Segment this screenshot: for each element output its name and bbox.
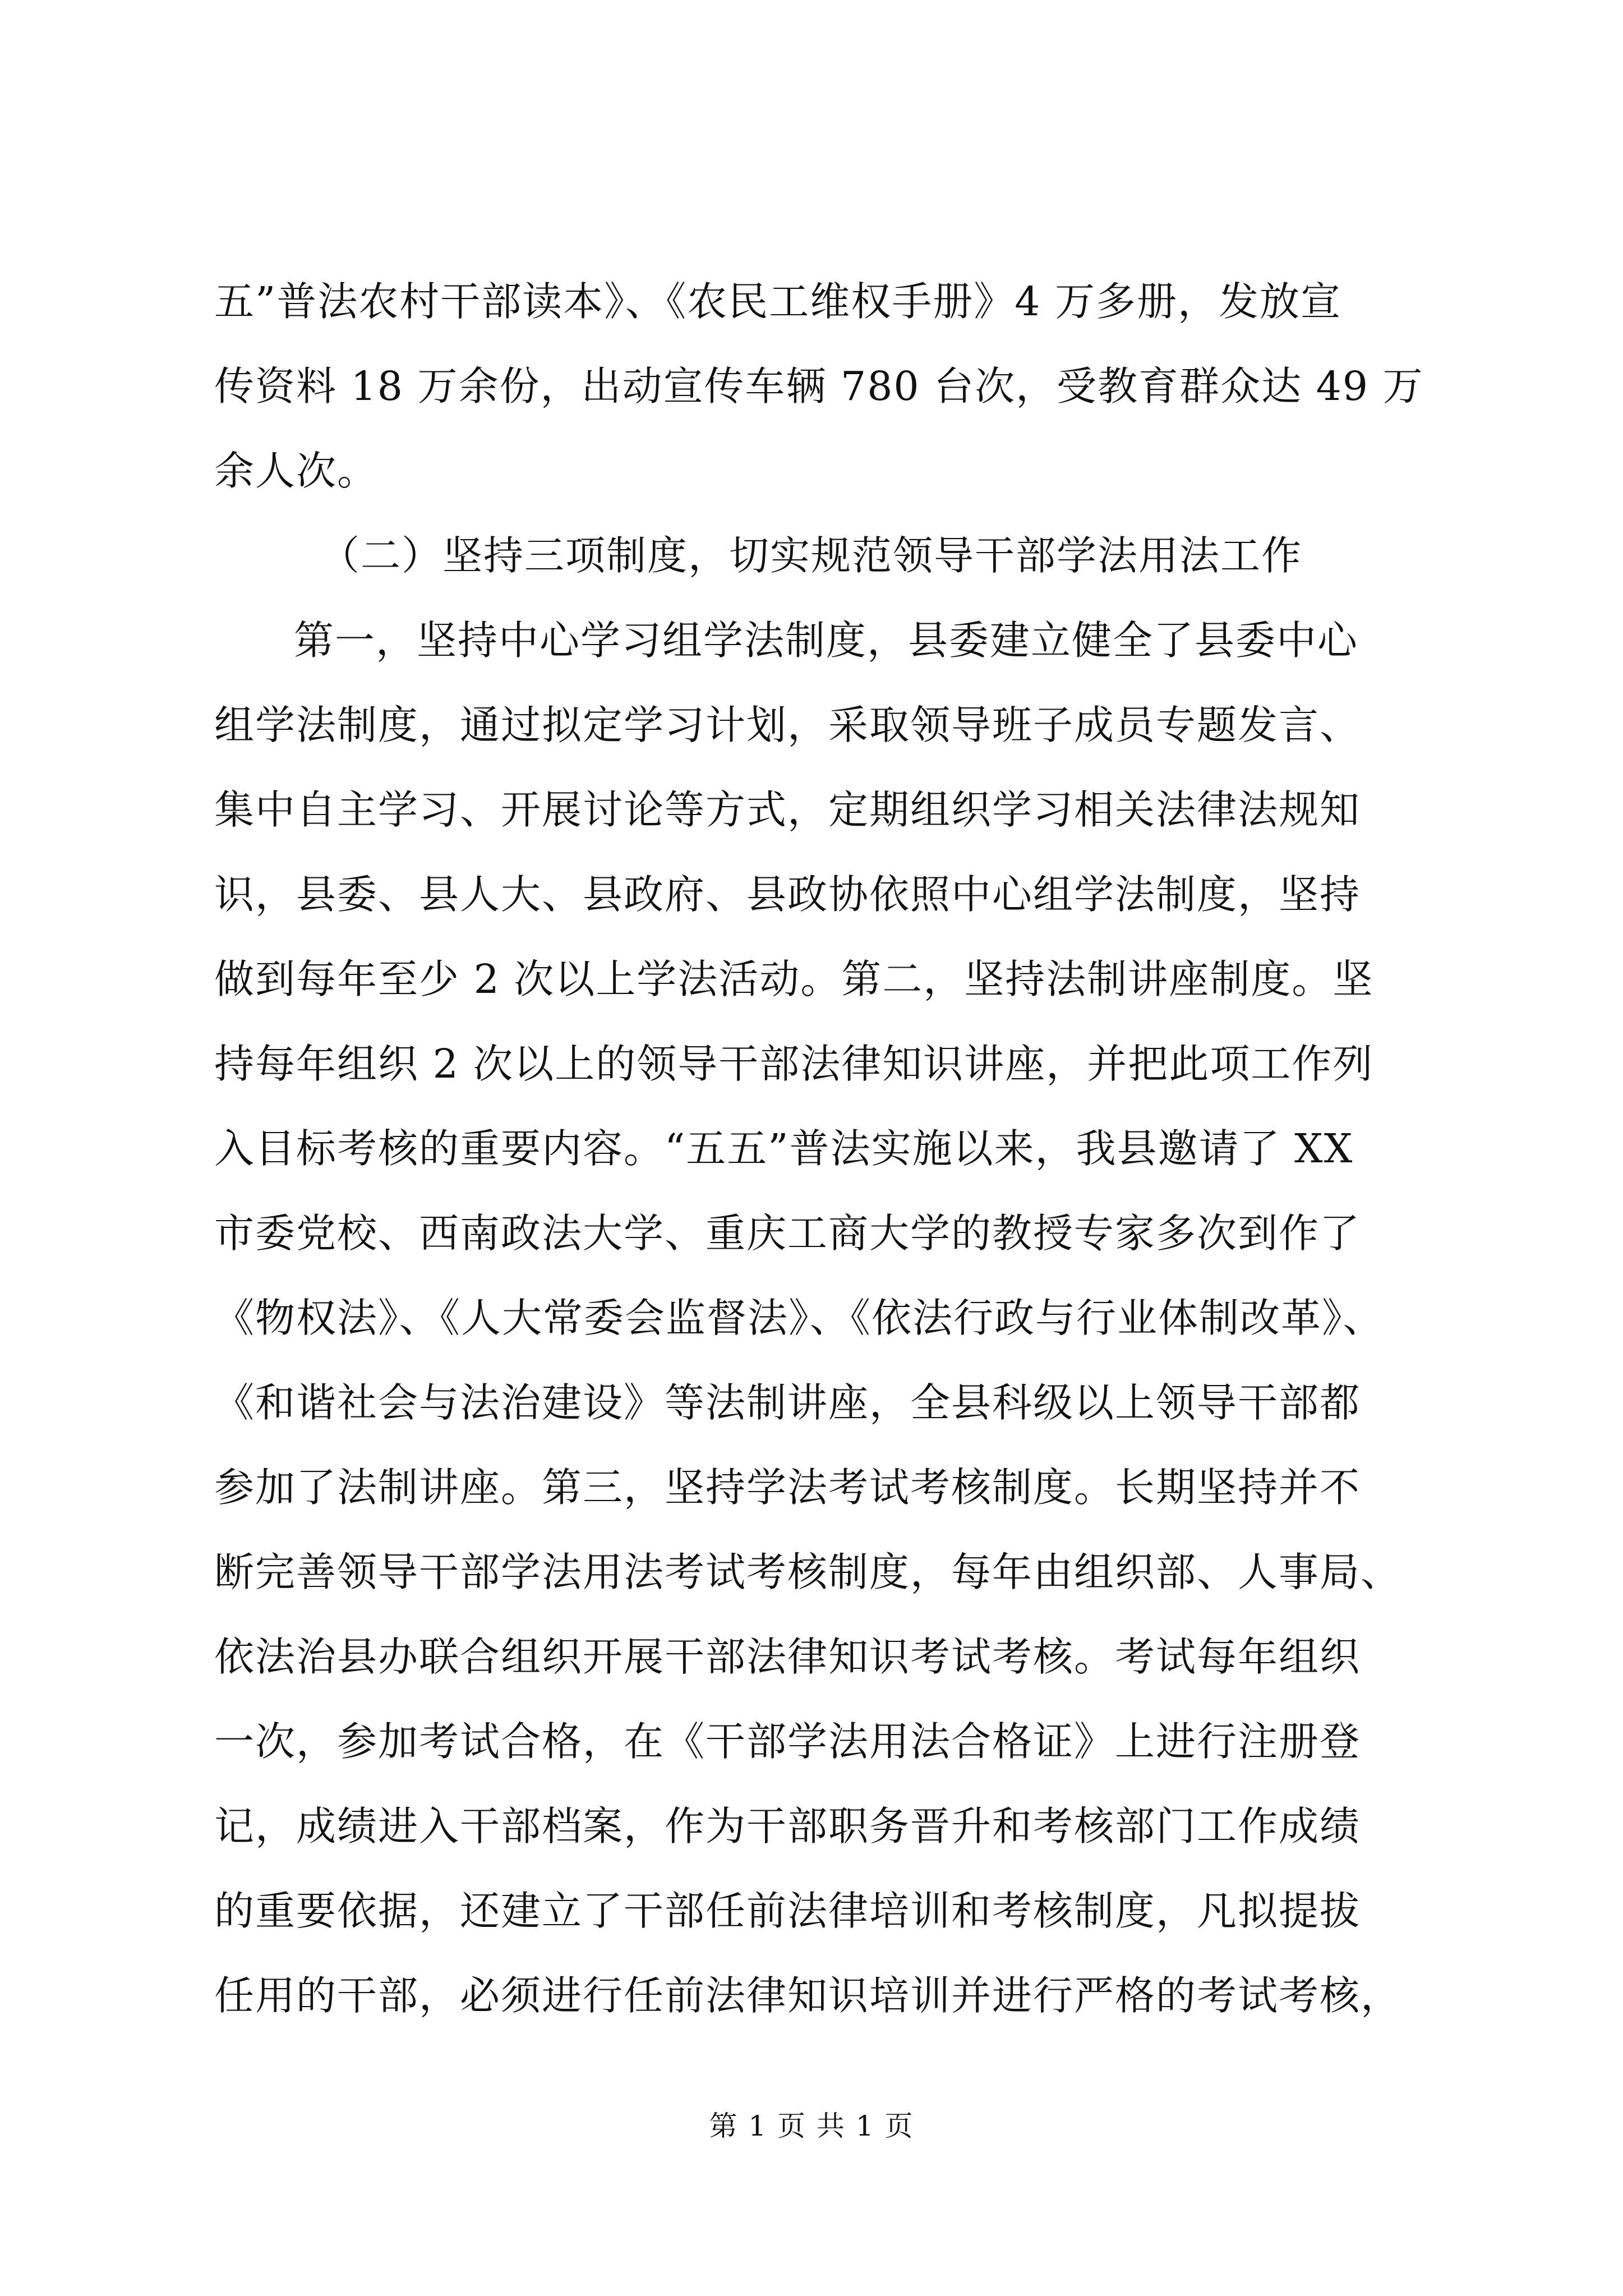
body-line: 市委党校、西南政法大学、重庆工商大学的教授专家多次到作了 xyxy=(214,1210,1361,1257)
body-line: 参加了法制讲座。第三，坚持学法考试考核制度。长期坚持并不 xyxy=(214,1464,1361,1511)
body-line: 任用的干部，必须进行任前法律知识培训并进行严格的考试考核， xyxy=(214,1972,1402,2019)
body-line: 入目标考核的重要内容。“五五”普法实施以来，我县邀请了 XX xyxy=(214,1125,1354,1172)
page-number: 第 1 页 共 1 页 xyxy=(709,2110,914,2142)
body-line: 五”普法农村干部读本》、《农民工维权手册》4 万多册，发放宣 xyxy=(214,278,1342,325)
body-line: 做到每年至少 2 次以上学法活动。第二，坚持法制讲座制度。坚 xyxy=(214,956,1374,1002)
body-line: 断完善领导干部学法用法考试考核制度，每年由组织部、人事局、 xyxy=(214,1549,1402,1595)
body-line: 《和谐社会与法治建设》等法制讲座，全县科级以上领导干部都 xyxy=(214,1379,1361,1426)
body-line: 余人次。 xyxy=(214,448,379,494)
body-line: 持每年组织 2 次以上的领导干部法律知识讲座，并把此项工作列 xyxy=(214,1041,1374,1087)
body-line: 识，县委、县人大、县政府、县政协依照中心组学法制度，坚持 xyxy=(214,871,1361,918)
body-line: 传资料 18 万余份，出动宣传车辆 780 台次，受教育群众达 49 万 xyxy=(214,363,1424,409)
body-line: 第一，坚持中心学习组学法制度，县委建立健全了县委中心 xyxy=(294,617,1359,664)
body-line: 《物权法》、《人大常委会监督法》、《依法行政与行业体制改革》、 xyxy=(214,1295,1384,1341)
body-line: 依法治县办联合组织开展干部法律知识考试考核。考试每年组织 xyxy=(214,1634,1361,1680)
body-line: 集中自主学习、开展讨论等方式，定期组织学习相关法律法规知 xyxy=(214,786,1361,833)
document-body xyxy=(214,259,1424,2038)
body-line: 一次，参加考试合格，在《干部学法用法合格证》上进行注册登 xyxy=(214,1718,1361,1765)
page-footer xyxy=(0,2109,1623,2143)
body-line: 组学法制度，通过拟定学习计划，采取领导班子成员专题发言、 xyxy=(214,702,1361,748)
body-line: 的重要依据，还建立了干部任前法律培训和考核制度，凡拟提拔 xyxy=(214,1888,1361,1934)
section-heading: （二）坚持三项制度，切实规范领导干部学法用法工作 xyxy=(320,532,1303,579)
body-line: 记，成绩进入干部档案，作为干部职务晋升和考核部门工作成绩 xyxy=(214,1803,1361,1849)
